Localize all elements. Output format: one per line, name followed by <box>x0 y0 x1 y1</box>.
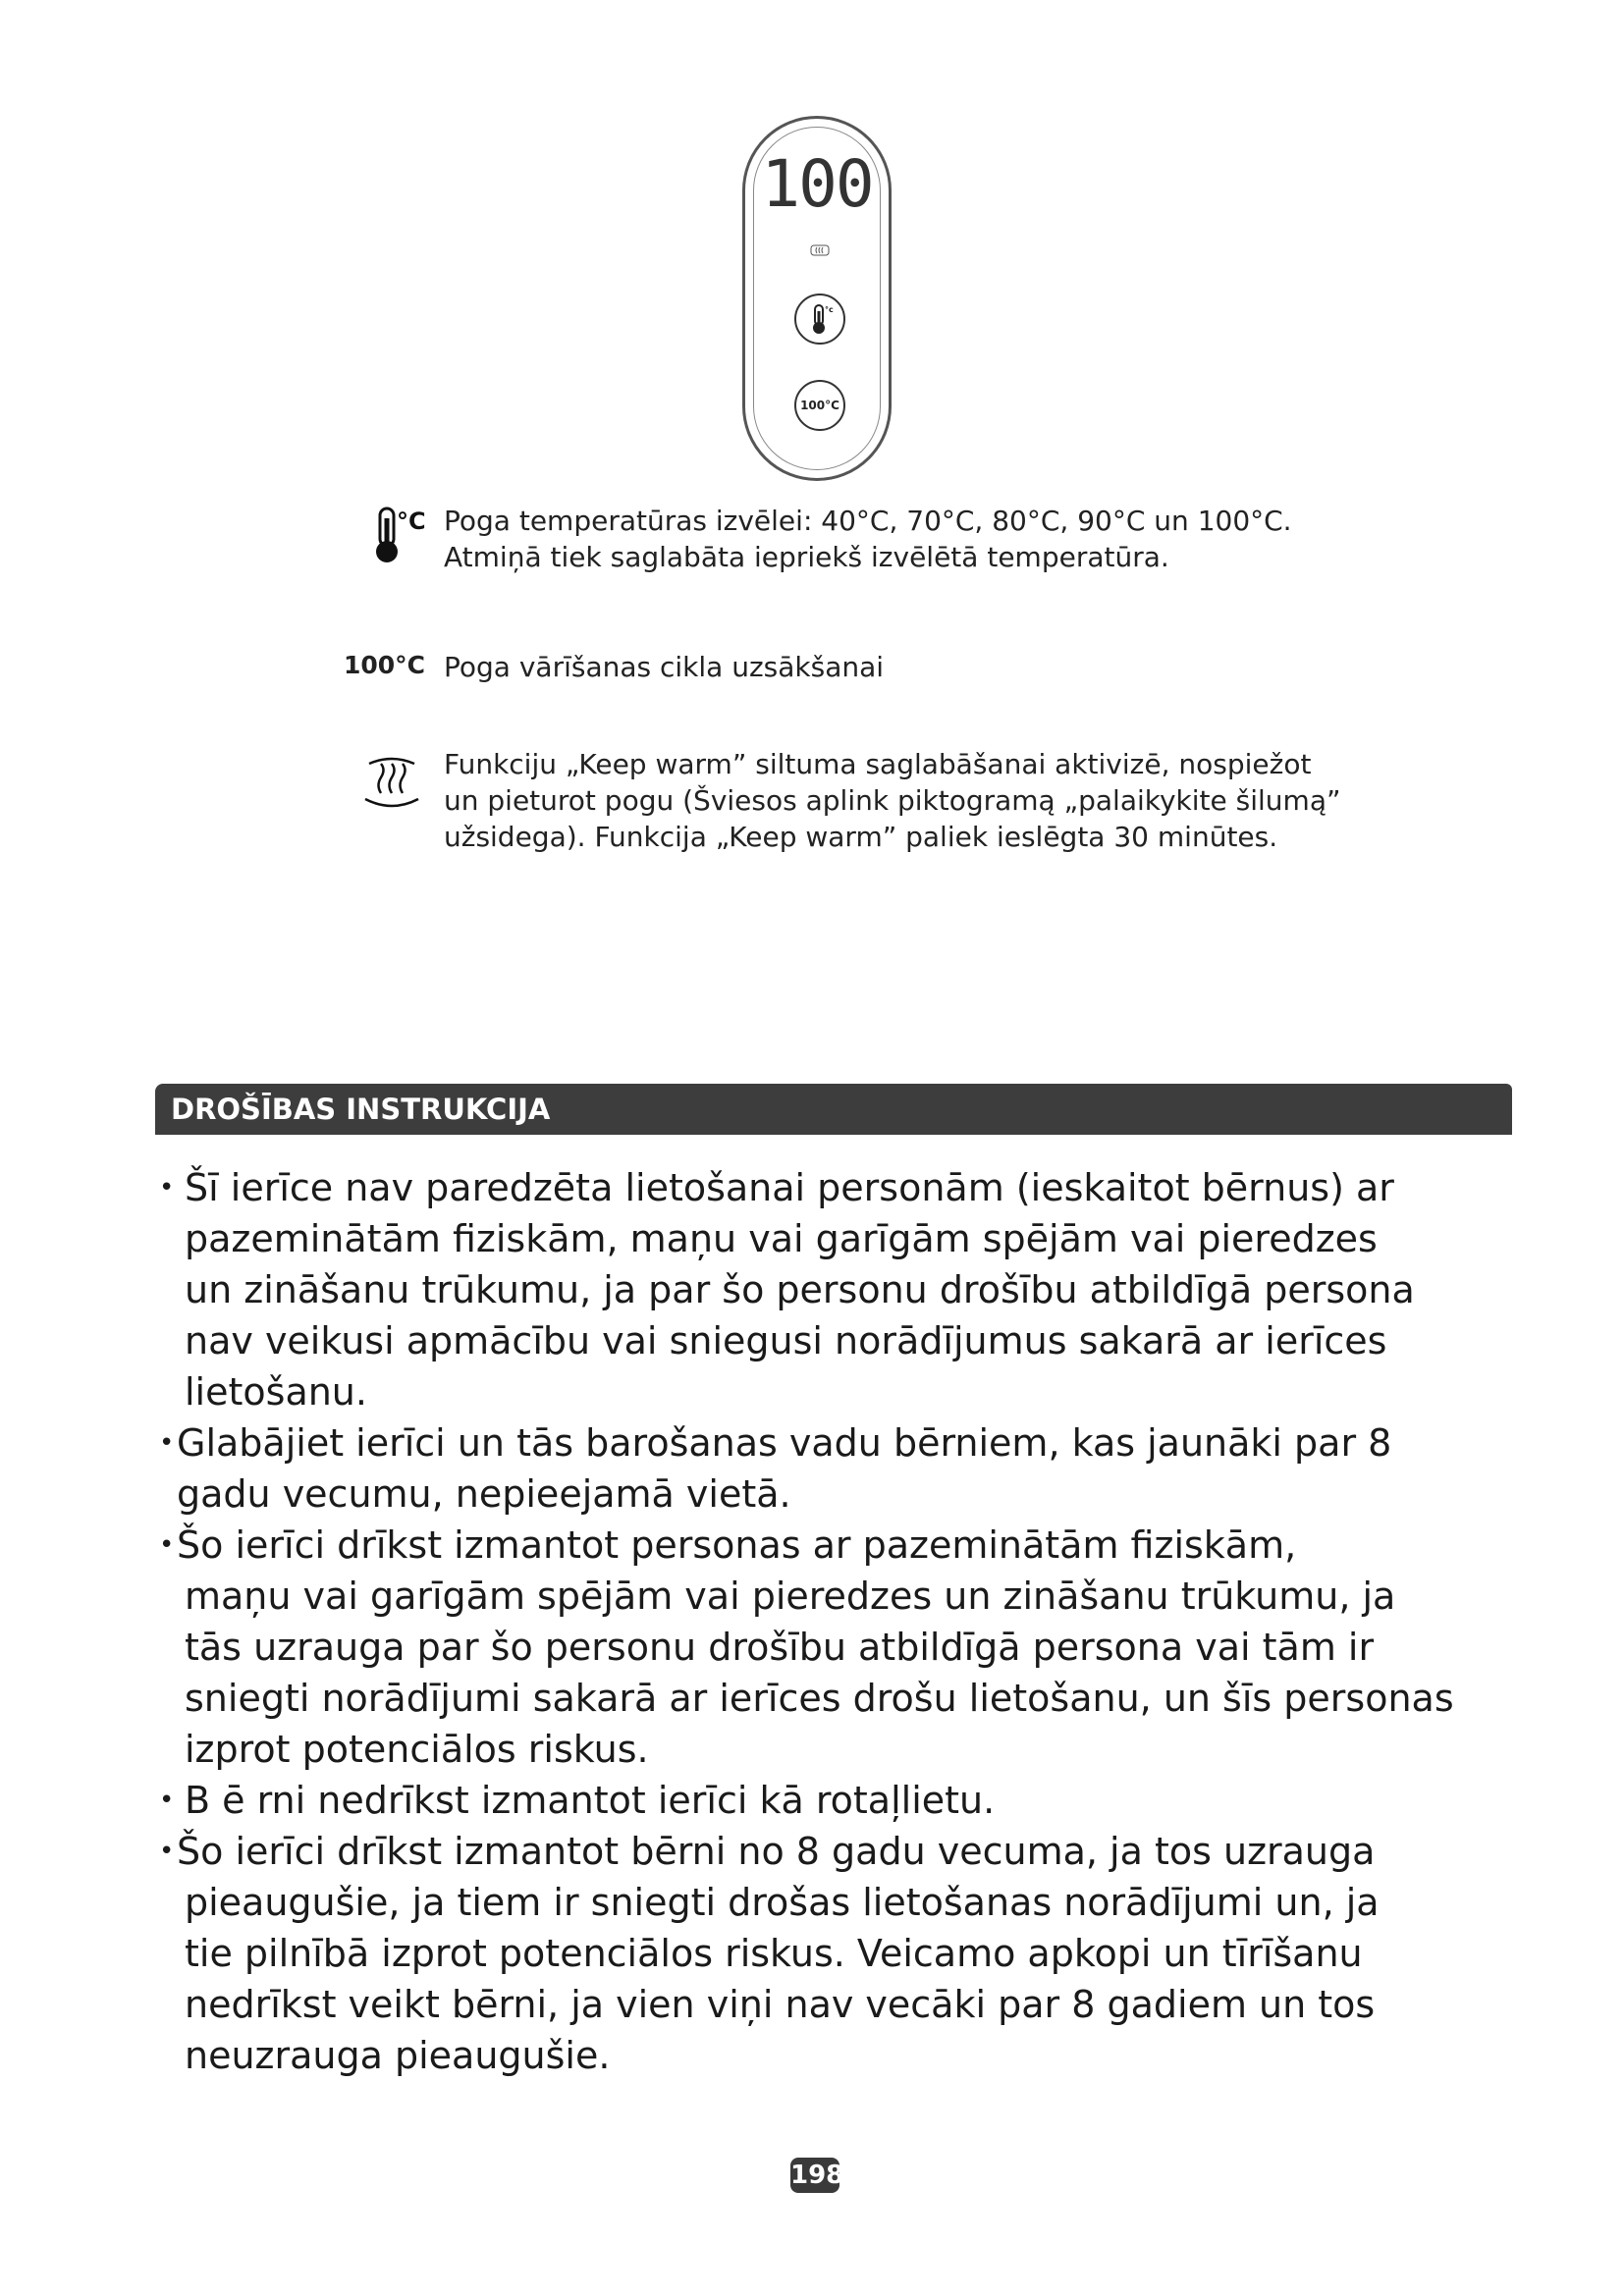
instruction-item <box>155 1162 1530 1417</box>
instruction-line: sniegti norādījumi sakarā ar ierīces drošu lietošanu, un šīs personas <box>185 1677 1454 1720</box>
instruction-line: neuzrauga pieaugušie. <box>185 2034 611 2077</box>
instruction-line: • B ē rni nedrīkst izmantot ierīci kā rotaļlietu. <box>185 1779 996 1822</box>
instruction-line: gadu vecumu, nepieejamā vietā. <box>177 1472 791 1516</box>
safety-instructions-list <box>155 1162 1530 2081</box>
page-number: 198 <box>790 2158 839 2193</box>
instruction-line: tās uzrauga par šo personu drošību atbildīgā persona vai tām ir <box>185 1626 1375 1669</box>
svg-text:°c: °c <box>825 305 834 314</box>
boil-button-icon-label: 100°C <box>344 651 426 679</box>
instruction-line: pazeminātām fiziskām, maņu vai garīgām spējām vai pieredzes <box>185 1217 1378 1260</box>
instruction-item <box>155 1775 1530 1826</box>
keep-warm-icon <box>359 754 424 813</box>
temperature-legend-line2: Atmiņā tiek saglabāta iepriekš izvēlētā temperatūra. <box>444 541 1169 573</box>
instruction-line: tie pilnībā izprot potenciālos riskus. Veicamo apkopi un tīrīšanu <box>185 1932 1363 1975</box>
instruction-line: • Šī ierīce nav paredzēta lietošanai personām (ieskaitot bērnus) ar <box>185 1166 1394 1209</box>
instruction-line: un zināšanu trūkumu, ja par šo personu drošību atbildīgā persona <box>185 1268 1415 1311</box>
keep-warm-indicator-icon <box>810 244 830 256</box>
keep-warm-legend-line1: Funkciju „Keep warm” siltuma saglabāšanai aktivizē, nospiežot <box>444 748 1312 780</box>
instruction-line: • Šo ierīci drīkst izmantot personas ar pazeminātām fiziskām, <box>177 1523 1297 1567</box>
boil-button[interactable]: 100°C <box>794 380 845 431</box>
kettle-control-panel <box>742 116 892 481</box>
instruction-line: • Šo ierīci drīkst izmantot bērni no 8 gadu vecuma, ja tos uzrauga <box>177 1830 1376 1873</box>
instruction-line: nav veikusi apmācību vai sniegusi norādījumus sakarā ar ierīces <box>185 1319 1387 1362</box>
keep-warm-legend-line2: un pieturot pogu (Šviesos aplink piktogramą „palaikykite šilumą” <box>444 784 1341 817</box>
instruction-line: • Glabājiet ierīci un tās barošanas vadu bērniem, kas jaunāki par 8 <box>177 1421 1392 1465</box>
boil-legend-text: Poga vārīšanas cikla uzsākšanai <box>444 651 885 683</box>
instruction-line: izprot potenciālos riskus. <box>185 1728 649 1771</box>
keep-warm-legend-line3: užsidega). Funkcija „Keep warm” paliek ieslēgta 30 minūtes. <box>444 821 1278 853</box>
instruction-line: lietošanu. <box>185 1370 367 1414</box>
thermometer-icon <box>796 295 843 343</box>
instruction-line: maņu vai garīgām spējām vai pieredzes un zināšanu trūkumu, ja <box>185 1575 1396 1618</box>
instruction-item <box>155 1520 1530 1775</box>
instruction-line: pieaugušie, ja tiem ir sniegti drošas lietošanas norādījumi un, ja <box>185 1881 1380 1924</box>
celsius-unit-label: °C <box>397 507 426 535</box>
temperature-legend-line1: Poga temperatūras izvēlei: 40°C, 70°C, 80°C, 90°C un 100°C. <box>444 505 1292 537</box>
temperature-display: 100 <box>761 146 873 222</box>
temperature-select-button[interactable] <box>794 294 845 345</box>
instruction-item <box>155 1826 1530 2081</box>
section-title: DROŠĪBAS INSTRUKCIJA <box>171 1093 551 1126</box>
section-header-bar <box>155 1084 1512 1135</box>
instruction-line: nedrīkst veikt bērni, ja vien viņi nav vecāki par 8 gadiem un tos <box>185 1983 1376 2026</box>
instruction-item <box>155 1417 1530 1520</box>
